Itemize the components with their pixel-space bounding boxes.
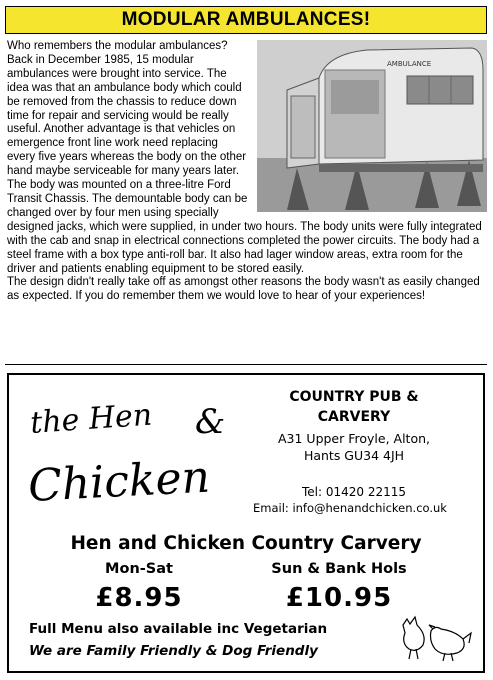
ambulance-photo-illustration (257, 40, 487, 212)
pub-telephone: Tel: 01420 22115 (301, 485, 407, 499)
menu-note: Full Menu also available inc Vegetarian (29, 621, 328, 637)
address-line-1: A31 Upper Froyle, Alton, (277, 431, 431, 446)
address-line-2: Hants GU34 4JH (303, 448, 405, 463)
ambulance-photo (257, 40, 487, 212)
article-paragraph-3: The design didn't really take off as amongst other reasons the body wasn't as easily changed as expected. If you do remember them we would love to hear of your experiences! (7, 276, 480, 303)
carvery-headline: Hen and Chicken Country Carvery (70, 533, 422, 554)
page-title: MODULAR AMBULANCES! (121, 9, 371, 30)
article-paragraph-1: Who remembers the modular ambulances? Back in December 1985, 15 modular ambulances were brought into service. The idea was that an ambulance body which could be removed from the chassis to reduce down time for repair and servicing would be really useful. Another advantage is that vehicles on emergence front line work need replacing every five years whereas the body on the other hand maybe serviceable for many years later. (7, 40, 247, 178)
photo-caption: AMBULANCE (387, 60, 432, 68)
article-paragraph-2: The body was mounted on a three-litre Ford Transit Chassis. The demountable body can be changed over by four men using specially designed jacks, which were supplied, in under two hours. The body units were fully integrated with the cab and snap in electrical connections completed the power circuits. The body had a steel frame with a box type anti-roll bar. It also had lager window areas, extra room for the driver and patients enabling equipment to be stored easily. (7, 179, 482, 275)
weekday-label: Mon-Sat (105, 561, 173, 577)
pub-advertisement (7, 373, 485, 673)
chickens-icon (397, 613, 477, 663)
logo-line-2: Chicken (26, 451, 212, 512)
weekday-price: £8.95 (95, 583, 183, 613)
hen-and-chicken-logo (23, 383, 238, 513)
weekend-label: Sun & Bank Hols (271, 561, 407, 577)
weekend-price: £10.95 (285, 583, 393, 613)
pub-name-line-1: COUNTRY PUB & (289, 389, 419, 405)
pub-address (241, 430, 467, 464)
logo-line-1: the Hen (29, 397, 154, 441)
pub-name-line-2: CARVERY (317, 409, 391, 425)
pub-email: Email: info@henandchicken.co.uk (253, 501, 447, 515)
pub-name (259, 387, 449, 427)
logo-ampersand: & (195, 402, 226, 442)
article (7, 40, 487, 304)
family-note: We are Family Friendly & Dog Friendly (29, 643, 318, 659)
section-divider (5, 364, 487, 365)
header-banner (5, 6, 487, 34)
